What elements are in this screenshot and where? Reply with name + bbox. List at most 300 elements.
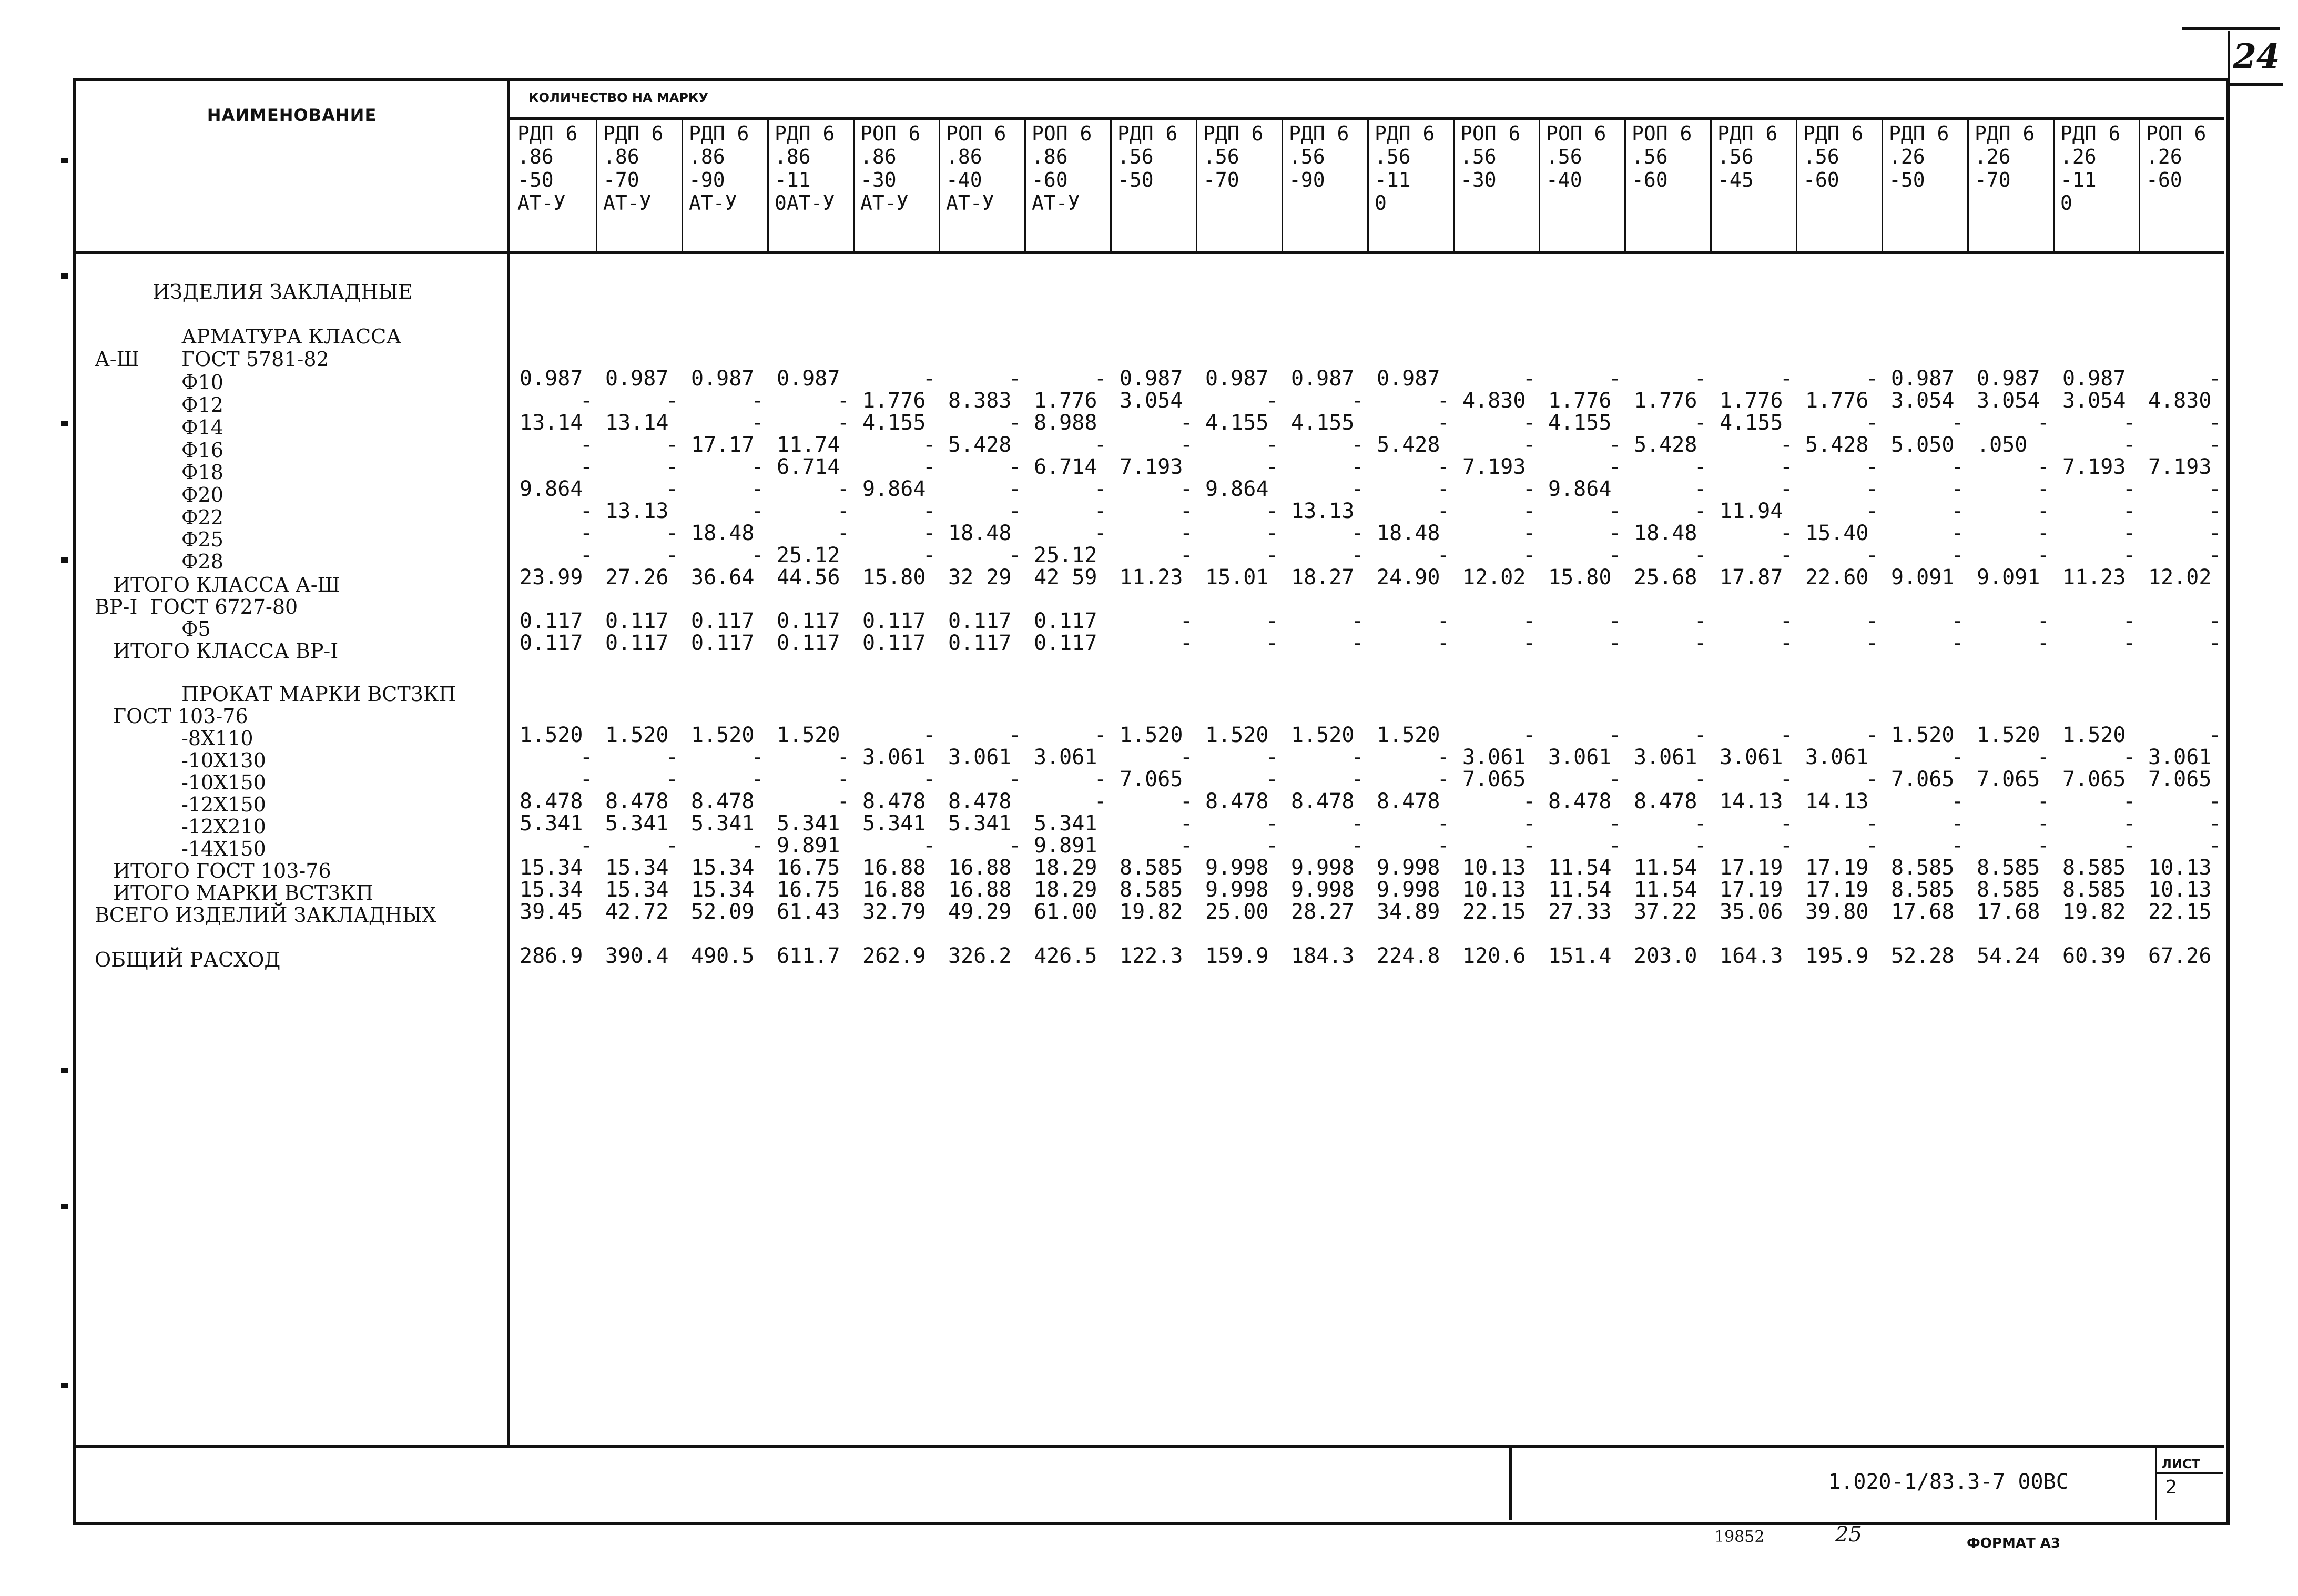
value-cell: 611.7: [777, 944, 840, 968]
handwritten-number: 25: [1835, 1522, 1862, 1547]
value-cell: -: [2208, 543, 2221, 567]
value-cell: 0.987: [1120, 367, 1183, 391]
value-cell: 5.341: [691, 811, 755, 836]
value-cell: 10.13: [1462, 878, 1526, 902]
value-cell: -: [2122, 789, 2136, 814]
value-cell: 16.75: [777, 878, 840, 902]
value-cell: -: [1608, 723, 1621, 747]
value-cell: -: [1694, 609, 1707, 633]
value-cell: 12.02: [1462, 565, 1526, 589]
value-cell: -: [1608, 543, 1621, 567]
value-cell: -: [579, 433, 593, 457]
value-cell: -: [2037, 455, 2050, 479]
value-cell: 5.341: [862, 811, 926, 836]
value-cell: -: [1608, 767, 1621, 791]
value-cell: 8.478: [1291, 789, 1355, 814]
value-cell: -: [1008, 723, 1021, 747]
row-label: -8Х110: [181, 727, 253, 750]
value-cell: -: [1179, 521, 1193, 545]
value-cell: -: [1865, 455, 1878, 479]
value-cell: 8.585: [2062, 878, 2126, 902]
value-cell: 5.341: [948, 811, 1012, 836]
value-cell: 3.061: [2148, 745, 2212, 769]
value-cell: 3.061: [1720, 745, 1783, 769]
value-cell: -: [1608, 433, 1621, 457]
value-cell: -: [1179, 543, 1193, 567]
value-cell: 0.987: [1891, 367, 1955, 391]
value-cell: 7.065: [1977, 767, 2040, 791]
value-cell: 15.34: [605, 878, 669, 902]
value-cell: 4.155: [1548, 411, 1612, 435]
value-cell: 17.19: [1805, 878, 1869, 902]
value-cell: -: [1265, 389, 1278, 413]
value-cell: -: [1265, 433, 1278, 457]
sheet-number: 2: [2165, 1477, 2177, 1498]
value-cell: 23.99: [520, 565, 583, 589]
value-cell: 122.3: [1120, 944, 1183, 968]
value-cell: 17.68: [1891, 900, 1955, 924]
value-cell: -: [1522, 433, 1536, 457]
value-cell: 1.776: [1720, 389, 1783, 413]
value-cell: -: [1780, 455, 1793, 479]
value-cell: 8.478: [1634, 789, 1697, 814]
value-cell: 0.117: [862, 631, 926, 655]
value-cell: 426.5: [1034, 944, 1097, 968]
value-cell: 5.341: [777, 811, 840, 836]
column-header: РДП 6 .86 -90 АТ-У: [689, 122, 749, 215]
sheet-label: ЛИСТ: [2161, 1457, 2201, 1471]
value-cell: -: [2037, 745, 2050, 769]
column-header: РДП 6 .56 -90: [1289, 122, 1349, 191]
value-cell: 11.54: [1634, 856, 1697, 880]
value-cell: 9.864: [862, 477, 926, 501]
value-cell: 5.341: [1034, 811, 1097, 836]
column-header: РДП 6 .56 -60: [1803, 122, 1864, 191]
row-label: ИТОГО КЛАССА А-Ш: [113, 573, 340, 596]
column-header: РДП 6 .56 -70: [1203, 122, 1264, 191]
column-header: РДП 6 .86 -70 АТ-У: [603, 122, 664, 215]
value-cell: 16.75: [777, 856, 840, 880]
value-cell: 3.061: [1034, 745, 1097, 769]
value-cell: -: [1951, 455, 1964, 479]
value-cell: 203.0: [1634, 944, 1697, 968]
value-cell: 390.4: [605, 944, 669, 968]
value-cell: 17.87: [1720, 565, 1783, 589]
value-cell: -: [1351, 543, 1364, 567]
value-cell: -: [2037, 833, 2050, 858]
value-cell: 7.193: [1120, 455, 1183, 479]
value-cell: 0.987: [1205, 367, 1269, 391]
value-cell: -: [1694, 499, 1707, 523]
value-cell: -: [1608, 833, 1621, 858]
value-cell: 28.27: [1291, 900, 1355, 924]
value-cell: -: [1951, 609, 1964, 633]
page-number: 24: [2228, 31, 2283, 86]
value-cell: -: [837, 411, 850, 435]
value-cell: -: [1694, 455, 1707, 479]
value-cell: -: [2122, 745, 2136, 769]
value-cell: 8.585: [1891, 856, 1955, 880]
value-cell: -: [1951, 789, 1964, 814]
inventory-number: 19852: [1714, 1528, 1765, 1546]
value-cell: -: [1265, 767, 1278, 791]
value-cell: -: [1094, 477, 1107, 501]
value-cell: 11.94: [1720, 499, 1783, 523]
value-cell: 1.776: [1034, 389, 1097, 413]
value-cell: -: [1694, 723, 1707, 747]
value-cell: 22.60: [1805, 565, 1869, 589]
column-header: РДП 6 .56 -45: [1717, 122, 1778, 191]
value-cell: -: [1094, 767, 1107, 791]
value-cell: -: [837, 499, 850, 523]
value-cell: -: [1951, 811, 1964, 836]
value-cell: -: [1780, 833, 1793, 858]
value-cell: -: [2122, 609, 2136, 633]
value-cell: -: [2122, 543, 2136, 567]
name-header: НАИМЕНОВАНИЕ: [207, 105, 377, 125]
value-cell: 0.117: [1034, 631, 1097, 655]
value-cell: -: [1179, 811, 1193, 836]
value-cell: 8.585: [1891, 878, 1955, 902]
value-cell: -: [1780, 609, 1793, 633]
value-cell: -: [1351, 521, 1364, 545]
margin-mark: [61, 421, 68, 426]
value-cell: -: [751, 833, 764, 858]
value-cell: 67.26: [2148, 944, 2212, 968]
value-cell: 4.155: [1205, 411, 1269, 435]
value-cell: 9.864: [1205, 477, 1269, 501]
value-cell: 27.26: [605, 565, 669, 589]
value-cell: -: [2037, 477, 2050, 501]
value-cell: -: [1179, 631, 1193, 655]
margin-mark: [61, 1068, 68, 1073]
value-cell: -: [1437, 499, 1450, 523]
value-cell: 17.19: [1720, 856, 1783, 880]
value-cell: 17.19: [1720, 878, 1783, 902]
value-cell: 8.585: [1120, 856, 1183, 880]
value-cell: 1.520: [605, 723, 669, 747]
value-cell: 19.82: [2062, 900, 2126, 924]
value-cell: -: [579, 833, 593, 858]
value-cell: -: [1094, 723, 1107, 747]
value-cell: -: [1522, 499, 1536, 523]
value-cell: -: [1437, 609, 1450, 633]
value-cell: -: [2122, 521, 2136, 545]
value-cell: -: [2037, 811, 2050, 836]
value-cell: -: [751, 767, 764, 791]
value-cell: -: [665, 745, 678, 769]
column-header: РОП 6 .56 -60: [1632, 122, 1692, 191]
value-cell: 16.88: [948, 878, 1012, 902]
value-cell: 39.45: [520, 900, 583, 924]
value-cell: 3.061: [1634, 745, 1697, 769]
value-cell: -: [1351, 609, 1364, 633]
value-cell: 18.29: [1034, 878, 1097, 902]
row-label: Ф22: [181, 506, 223, 529]
value-cell: 15.80: [1548, 565, 1612, 589]
value-cell: 262.9: [862, 944, 926, 968]
value-cell: 5.428: [1634, 433, 1697, 457]
value-cell: -: [1522, 789, 1536, 814]
value-cell: -: [1265, 811, 1278, 836]
value-cell: 120.6: [1462, 944, 1526, 968]
row-label: Ф10: [181, 371, 223, 394]
value-cell: 8.383: [948, 389, 1012, 413]
value-cell: 1.520: [1891, 723, 1955, 747]
row-label: Ф20: [181, 483, 223, 506]
value-cell: 11.74: [777, 433, 840, 457]
value-cell: -: [1265, 745, 1278, 769]
value-cell: 8.478: [1548, 789, 1612, 814]
value-cell: -: [579, 455, 593, 479]
value-cell: 8.478: [948, 789, 1012, 814]
value-cell: -: [1608, 631, 1621, 655]
value-cell: 0.987: [777, 367, 840, 391]
header-bottom-line: [75, 251, 2224, 254]
value-cell: -: [1951, 499, 1964, 523]
value-cell: -: [1008, 367, 1021, 391]
value-cell: -: [2208, 631, 2221, 655]
value-cell: -: [2208, 433, 2221, 457]
value-cell: -: [1094, 499, 1107, 523]
value-cell: -: [922, 543, 936, 567]
value-cell: -: [1008, 477, 1021, 501]
value-cell: -: [1865, 543, 1878, 567]
row-label: ИТОГО ГОСТ 103-76: [113, 859, 331, 882]
value-cell: 0.117: [948, 609, 1012, 633]
row-label: -10Х150: [181, 771, 266, 794]
value-cell: 8.988: [1034, 411, 1097, 435]
value-cell: -: [751, 499, 764, 523]
value-cell: -: [1951, 833, 1964, 858]
value-cell: 52.28: [1891, 944, 1955, 968]
value-cell: -: [1608, 521, 1621, 545]
column-header: РОП 6 .56 -30: [1460, 122, 1521, 191]
value-cell: -: [1265, 609, 1278, 633]
column-header: РДП 6 .26 -11 0: [2060, 122, 2121, 215]
value-cell: 8.585: [1120, 878, 1183, 902]
value-cell: -: [1780, 767, 1793, 791]
value-cell: -: [922, 833, 936, 858]
row-label: ГОСТ 103-76: [113, 705, 248, 728]
value-cell: -: [1179, 609, 1193, 633]
page-number-frame-top: [2182, 27, 2280, 30]
value-cell: -: [1265, 499, 1278, 523]
value-cell: -: [579, 543, 593, 567]
value-cell: 3.061: [948, 745, 1012, 769]
value-cell: 1.520: [777, 723, 840, 747]
value-cell: -: [1780, 811, 1793, 836]
value-cell: 8.478: [1205, 789, 1269, 814]
value-cell: -: [1522, 367, 1536, 391]
value-cell: -: [1694, 631, 1707, 655]
value-cell: -: [1265, 631, 1278, 655]
value-cell: -: [1094, 789, 1107, 814]
value-cell: -: [922, 723, 936, 747]
value-cell: -: [1351, 433, 1364, 457]
value-cell: 25.68: [1634, 565, 1697, 589]
value-cell: -: [1951, 745, 1964, 769]
value-cell: -: [2037, 543, 2050, 567]
margin-mark: [61, 158, 68, 163]
value-cell: -: [1437, 631, 1450, 655]
value-cell: -: [2037, 521, 2050, 545]
value-cell: 1.520: [2062, 723, 2126, 747]
name-column-divider: [507, 80, 510, 1447]
value-cell: 151.4: [1548, 944, 1612, 968]
value-cell: 15.80: [862, 565, 926, 589]
value-cell: 9.998: [1291, 856, 1355, 880]
column-header: РОП 6 .86 -60 АТ-У: [1032, 122, 1092, 215]
value-cell: 0.117: [691, 609, 755, 633]
value-cell: -: [751, 455, 764, 479]
value-cell: 61.43: [777, 900, 840, 924]
value-cell: -: [2037, 411, 2050, 435]
value-cell: -: [2208, 499, 2221, 523]
value-cell: -: [1179, 411, 1193, 435]
value-cell: -: [1780, 477, 1793, 501]
row-label: -10Х130: [181, 749, 266, 772]
value-cell: 10.13: [2148, 878, 2212, 902]
value-cell: -: [1865, 833, 1878, 858]
value-cell: 10.13: [1462, 856, 1526, 880]
row-label: Ф14: [181, 416, 223, 439]
value-cell: 11.54: [1634, 878, 1697, 902]
value-cell: -: [579, 521, 593, 545]
value-cell: -: [579, 499, 593, 523]
column-header: РОП 6 .86 -40 АТ-У: [946, 122, 1006, 215]
value-cell: 13.13: [605, 499, 669, 523]
row-label: Ф28: [181, 550, 223, 573]
value-cell: 0.987: [1377, 367, 1440, 391]
value-cell: 15.34: [520, 878, 583, 902]
row-label: Ф16: [181, 439, 223, 462]
value-cell: 164.3: [1720, 944, 1783, 968]
value-cell: -: [1608, 609, 1621, 633]
value-cell: -: [1265, 521, 1278, 545]
value-cell: -: [2208, 811, 2221, 836]
value-cell: 3.061: [1548, 745, 1612, 769]
value-cell: -: [1094, 367, 1107, 391]
value-cell: -: [665, 389, 678, 413]
value-cell: 37.22: [1634, 900, 1697, 924]
value-cell: 11.54: [1548, 856, 1612, 880]
value-cell: -: [2037, 609, 2050, 633]
row-label: АРМАТУРА КЛАССА: [181, 325, 402, 348]
row-label: ИТОГО КЛАССА ВР-I: [113, 639, 339, 663]
value-cell: 9.864: [520, 477, 583, 501]
row-label: -14Х150: [181, 837, 266, 860]
value-cell: -: [579, 389, 593, 413]
row-label: Ф5: [181, 617, 211, 641]
value-cell: 0.117: [605, 631, 669, 655]
value-cell: 44.56: [777, 565, 840, 589]
value-cell: -: [922, 367, 936, 391]
value-cell: 0.987: [691, 367, 755, 391]
value-cell: -: [1522, 543, 1536, 567]
value-cell: 490.5: [691, 944, 755, 968]
row-label: ВР-I ГОСТ 6727-80: [95, 595, 298, 618]
value-cell: -: [1351, 455, 1364, 479]
value-cell: -: [1865, 367, 1878, 391]
value-cell: -: [579, 745, 593, 769]
value-cell: -: [1094, 521, 1107, 545]
value-cell: 1.520: [1291, 723, 1355, 747]
row-label: Ф12: [181, 393, 223, 416]
value-cell: -: [922, 521, 936, 545]
value-cell: -: [2122, 477, 2136, 501]
value-cell: -: [1865, 811, 1878, 836]
value-cell: 7.193: [1462, 455, 1526, 479]
value-cell: -: [1265, 833, 1278, 858]
value-cell: 11.23: [1120, 565, 1183, 589]
value-cell: -: [837, 521, 850, 545]
value-cell: 6.714: [1034, 455, 1097, 479]
value-cell: 32.79: [862, 900, 926, 924]
value-cell: 0.117: [777, 609, 840, 633]
margin-mark: [61, 1204, 68, 1209]
value-cell: -: [1437, 767, 1450, 791]
value-cell: -: [1008, 455, 1021, 479]
value-cell: -: [1437, 811, 1450, 836]
value-cell: 16.88: [948, 856, 1012, 880]
value-cell: 3.054: [2062, 389, 2126, 413]
value-cell: -: [1351, 631, 1364, 655]
value-cell: 7.065: [1120, 767, 1183, 791]
value-cell: 7.065: [2148, 767, 2212, 791]
value-cell: -: [1865, 411, 1878, 435]
stamp-divider: [1509, 1445, 1512, 1520]
value-cell: -: [1865, 767, 1878, 791]
value-cell: -: [1780, 433, 1793, 457]
value-cell: 8.478: [605, 789, 669, 814]
value-cell: 0.987: [1291, 367, 1355, 391]
value-cell: -: [751, 389, 764, 413]
value-cell: 22.15: [2148, 900, 2212, 924]
value-cell: -: [1694, 767, 1707, 791]
value-cell: 18.27: [1291, 565, 1355, 589]
value-cell: -: [2208, 477, 2221, 501]
value-cell: 25.12: [777, 543, 840, 567]
value-cell: -: [1694, 411, 1707, 435]
value-cell: -: [1351, 833, 1364, 858]
value-cell: 35.06: [1720, 900, 1783, 924]
value-cell: -: [2208, 833, 2221, 858]
value-cell: 3.054: [1120, 389, 1183, 413]
value-cell: 52.09: [691, 900, 755, 924]
value-cell: -: [665, 455, 678, 479]
value-cell: -: [2037, 631, 2050, 655]
value-cell: 0.987: [520, 367, 583, 391]
margin-mark: [61, 557, 68, 563]
stamp-top-line: [75, 1445, 2224, 1448]
value-cell: 27.33: [1548, 900, 1612, 924]
value-cell: 3.061: [862, 745, 926, 769]
row-label: ИЗДЕЛИЯ ЗАКЛАДНЫЕ: [152, 280, 413, 303]
value-cell: 3.061: [1462, 745, 1526, 769]
value-cell: -: [1522, 609, 1536, 633]
value-cell: -: [665, 543, 678, 567]
value-cell: 19.82: [1120, 900, 1183, 924]
value-cell: -: [1522, 477, 1536, 501]
value-cell: -: [751, 477, 764, 501]
value-cell: 8.478: [520, 789, 583, 814]
row-label: ПРОКАТ МАРКИ ВСТ3КП: [181, 683, 456, 706]
value-cell: 4.155: [1720, 411, 1783, 435]
value-cell: 326.2: [948, 944, 1012, 968]
value-cell: -: [1008, 767, 1021, 791]
value-cell: -: [1608, 455, 1621, 479]
